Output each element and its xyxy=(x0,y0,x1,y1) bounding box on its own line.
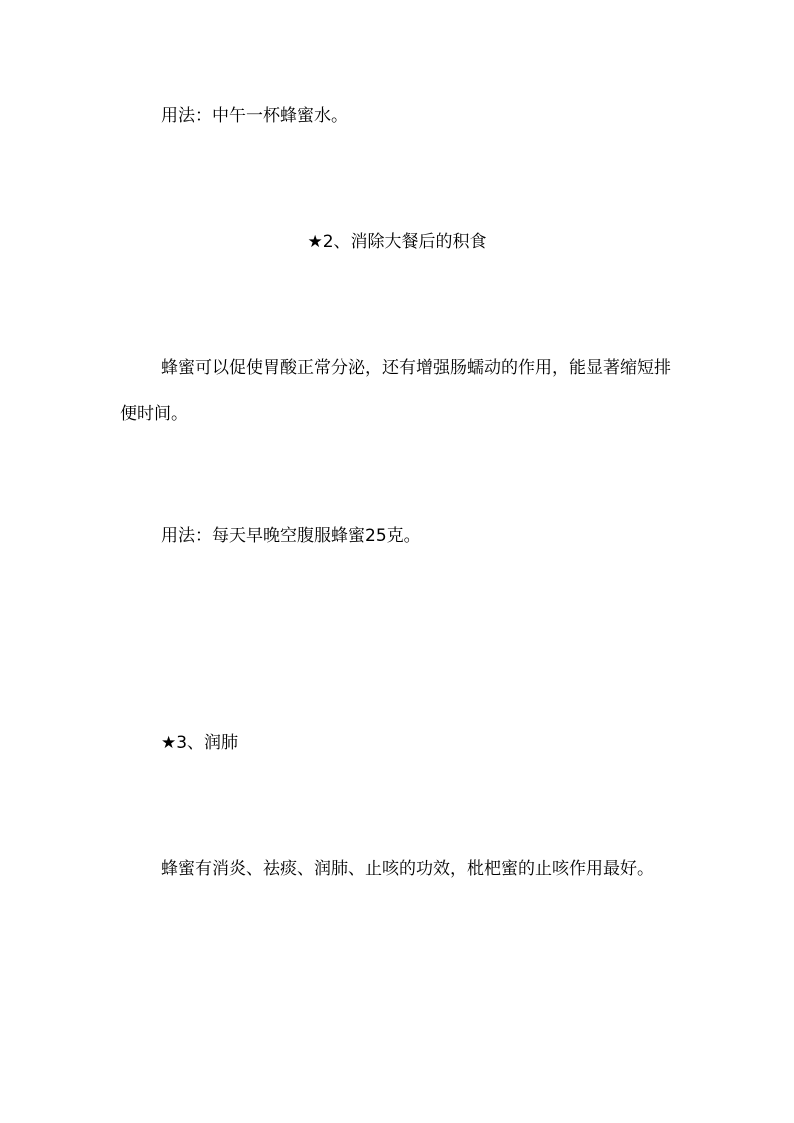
paragraph-lung: 蜂蜜有消炎、祛痰、润肺、止咳的功效，枇杷蜜的止咳作用最好。 xyxy=(161,859,654,879)
paragraph-digestion: 蜂蜜可以促使胃酸正常分泌，还有增强肠蠕动的作用，能显著缩短排便时间。 xyxy=(120,358,671,424)
section-heading-3: ★3、润肺 xyxy=(161,733,239,753)
paragraph-usage-daily: 用法：每天早晚空腹服蜂蜜25克。 xyxy=(161,526,421,546)
section-heading-2: ★2、消除大餐后的积食 xyxy=(307,232,487,252)
paragraph-usage-noon: 用法：中午一杯蜂蜜水。 xyxy=(161,106,348,126)
